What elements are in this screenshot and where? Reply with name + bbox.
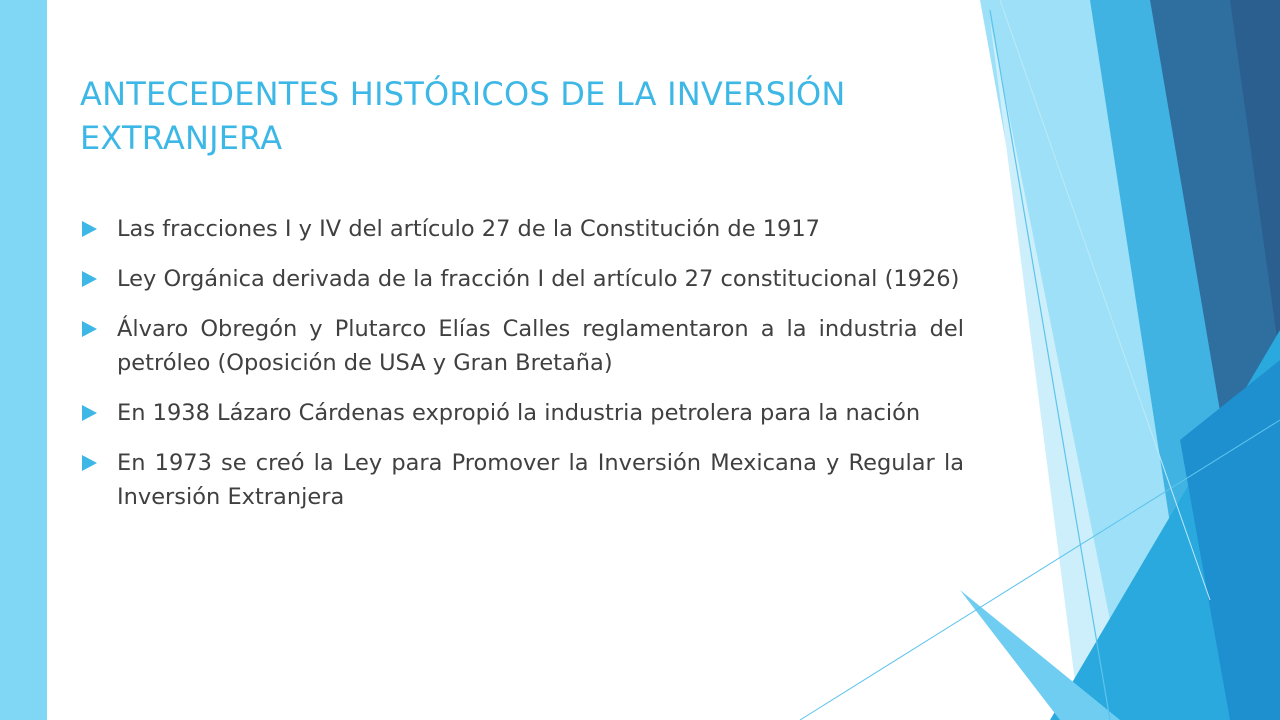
list-item: [80, 396, 964, 430]
bullet-text: En 1938 Lázaro Cárdenas expropió la industria petrolera para la nación: [117, 400, 921, 426]
bullet-list: [80, 212, 964, 530]
list-item: [80, 212, 964, 246]
list-item: [80, 446, 964, 514]
triangle-right-icon: [80, 454, 98, 472]
bullet-text: Álvaro Obregón y Plutarco Elías Calles reglamentaron a la industria del petróleo (Oposición de USA y Gran Bretaña): [117, 316, 964, 376]
bullet-text: Las fracciones I y IV del artículo 27 de la Constitución de 1917: [117, 216, 820, 242]
list-item: [80, 262, 964, 296]
slide-title: ANTECEDENTES HISTÓRICOS DE LA INVERSIÓN EXTRANJERA: [80, 75, 846, 157]
list-item: [80, 312, 964, 380]
triangle-right-icon: [80, 270, 98, 288]
bullet-text: Ley Orgánica derivada de la fracción I del artículo 27 constitucional (1926): [117, 266, 960, 292]
triangle-right-icon: [80, 220, 98, 238]
triangle-right-icon: [80, 320, 98, 338]
bullet-text: En 1973 se creó la Ley para Promover la Inversión Mexicana y Regular la Inversión Extranjera: [117, 450, 964, 510]
triangle-right-icon: [80, 404, 98, 422]
